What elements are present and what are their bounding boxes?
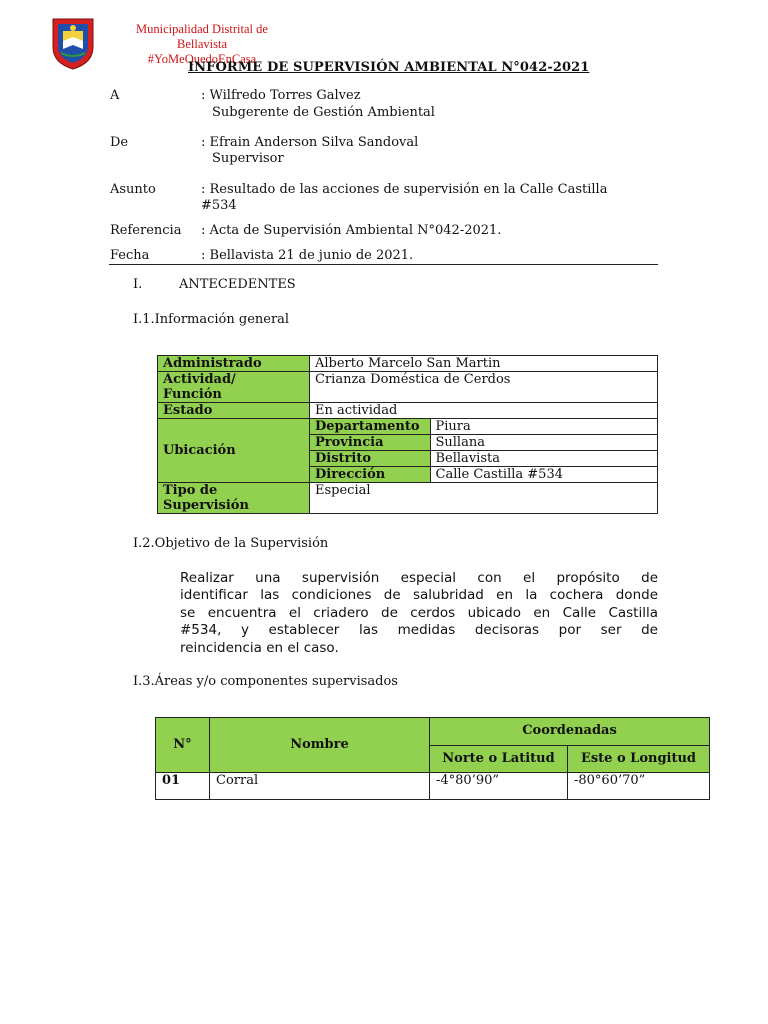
ubicacion-label: Ubicación [158, 419, 310, 483]
actividad-label-line1: Actividad/ [163, 372, 236, 387]
table-row [156, 773, 710, 800]
actividad-label-line2: Función [163, 387, 222, 402]
objective-line: se encuentra el criadero de cerdos ubicado en Calle Castilla [180, 604, 658, 621]
table-row [158, 419, 658, 483]
hashtag: #YoMeQuedoEnCasa [147, 52, 257, 66]
municipality-name-line2: Bellavista [177, 37, 227, 51]
municipality-name-line1: Municipalidad Distrital de [136, 22, 268, 36]
ubicacion-details [310, 419, 658, 483]
to-role: Subgerente de Gestión Ambiental [212, 105, 435, 120]
distrito-label: Distrito [310, 451, 430, 467]
objective-paragraph [180, 570, 658, 657]
administrado-label: Administrado [158, 356, 310, 372]
row-no: 01 [156, 773, 210, 800]
table-row [310, 419, 657, 435]
objective-line: identificar las condiciones de salubridad en la cochera donde [180, 587, 658, 604]
table-row [310, 435, 657, 451]
table-row [158, 403, 658, 419]
row-longitude: -80°60’70” [568, 773, 710, 800]
estado-value: En actividad [310, 403, 658, 419]
administrado-value: Alberto Marcelo San Martin [310, 356, 658, 372]
reference-value: : Acta de Supervisión Ambiental N°042-2021. [201, 223, 502, 238]
table-row [158, 356, 658, 372]
subsection-objective: I.2.Objetivo de la Supervisión [133, 536, 329, 551]
header-divider [109, 264, 658, 265]
table-row [158, 483, 658, 514]
subsection-areas: I.3.Áreas y/o componentes supervisados [133, 674, 398, 689]
column-header-name: Nombre [210, 718, 430, 773]
subsection-general-info: I.1.Información general [133, 312, 290, 327]
tipo-label-line1: Tipo de [163, 483, 218, 498]
objective-line: Realizar una supervisión especial con el propósito de [180, 570, 658, 586]
objective-line: reincidencia en el caso. [180, 639, 339, 656]
from-label: De [110, 135, 129, 150]
reference-label: Referencia [110, 223, 182, 238]
subject-label: Asunto [110, 182, 156, 197]
table-header-row [156, 718, 710, 746]
general-info-table [157, 355, 658, 514]
from-role: Supervisor [212, 151, 284, 166]
tipo-supervision-value: Especial [310, 483, 658, 514]
column-header-latitude: Norte o Latitud [430, 745, 568, 773]
departamento-value: Piura [430, 419, 657, 435]
column-header-coordinates: Coordenadas [430, 718, 710, 746]
subject-line1: : Resultado de las acciones de supervisión en la Calle Castilla [201, 182, 608, 197]
table-row [158, 372, 658, 403]
document-title: INFORME DE SUPERVISIÓN AMBIENTAL N°042-2021 [188, 60, 590, 75]
column-header-longitude: Este o Longitud [568, 745, 710, 773]
from-name: : Efrain Anderson Silva Sandoval [201, 135, 419, 150]
row-latitude: -4°80’90” [430, 773, 568, 800]
subject-line2: #534 [201, 198, 237, 213]
section-numeral: I. [133, 277, 143, 292]
objective-line: #534, y establecer las medidas decisoras por ser de [180, 622, 658, 639]
to-label: A [110, 88, 120, 103]
to-name: : Wilfredo Torres Galvez [201, 88, 361, 103]
actividad-value: Crianza Doméstica de Cerdos [310, 372, 658, 403]
estado-label: Estado [158, 403, 310, 419]
direccion-label: Dirección [310, 467, 430, 483]
direccion-value: Calle Castilla #534 [435, 467, 563, 482]
areas-table [155, 717, 710, 800]
date-value: : Bellavista 21 de junio de 2021. [201, 248, 414, 263]
table-row [310, 467, 657, 483]
column-header-no: N° [156, 718, 210, 773]
distrito-value: Bellavista [430, 451, 657, 467]
table-row [310, 451, 657, 467]
tipo-supervision-label [158, 483, 310, 514]
provincia-value: Sullana [430, 435, 657, 451]
provincia-label: Provincia [310, 435, 430, 451]
departamento-label: Departamento [310, 419, 430, 435]
tipo-label-line2: Supervisión [163, 498, 249, 513]
municipal-seal-logo [51, 17, 95, 71]
actividad-label [158, 372, 310, 403]
section-heading: ANTECEDENTES [179, 277, 296, 292]
date-label: Fecha [110, 248, 150, 263]
row-name: Corral [210, 773, 430, 800]
